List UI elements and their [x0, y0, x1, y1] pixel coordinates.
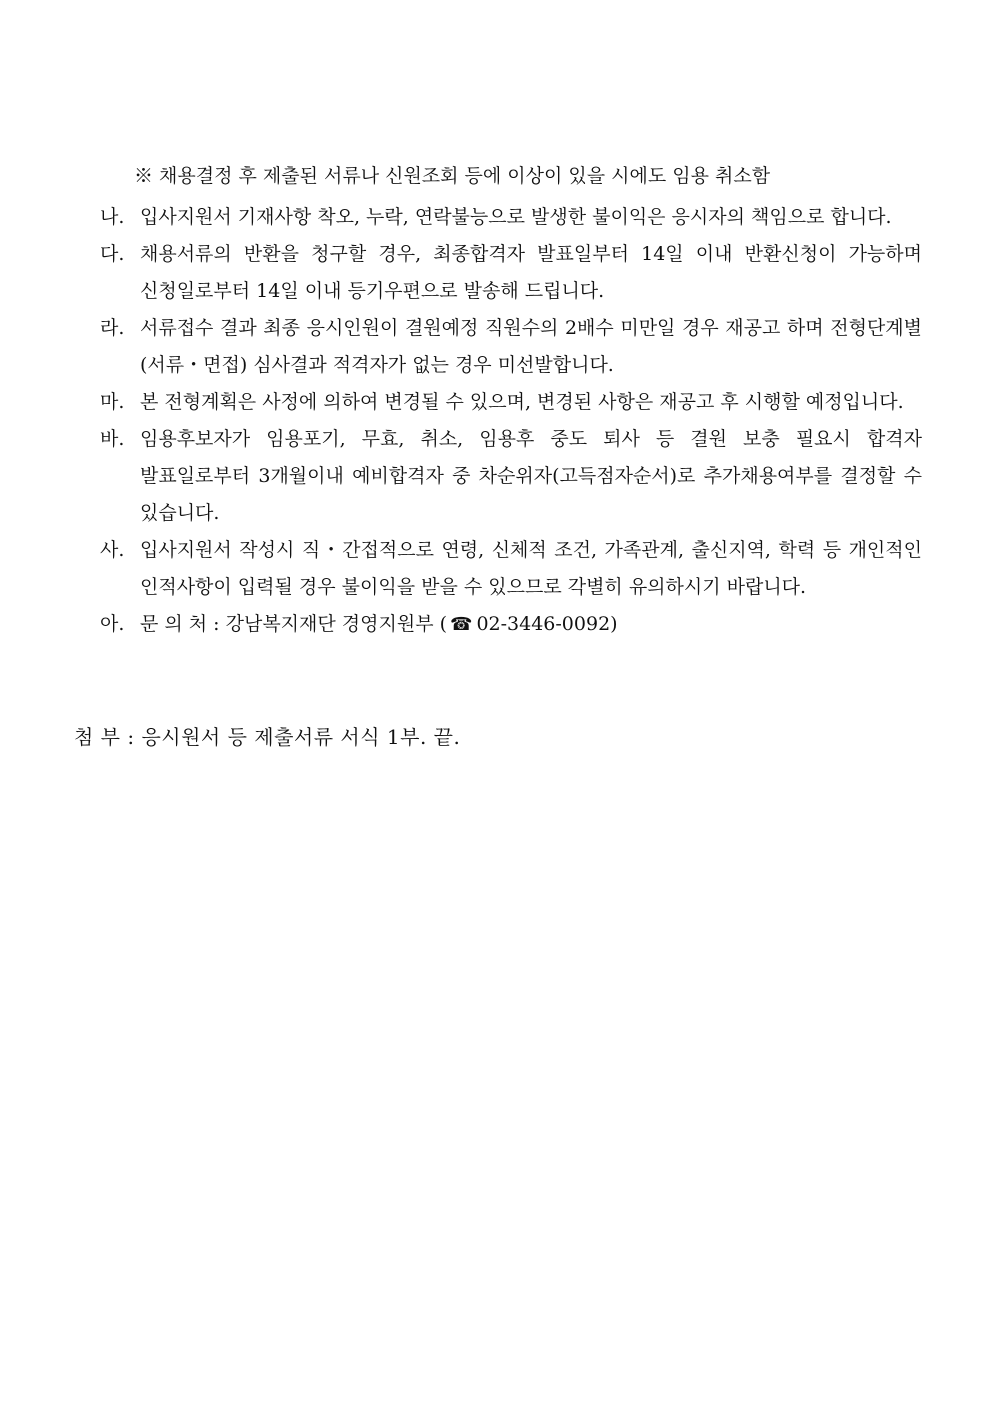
list-item [100, 199, 922, 236]
item-text: 입사지원서 기재사항 착오, 누락, 연락불능으로 발생한 불이익은 응시자의 책임으로 합니다. [140, 206, 892, 228]
list-item [100, 236, 922, 310]
attachment-line: 첨 부 : 응시원서 등 제출서류 서식 1부. 끝. [74, 725, 461, 749]
telephone-icon: ☎ [450, 614, 473, 635]
item-text: 입사지원서 작성시 직・간접적으로 연령, 신체적 조건, 가족관계, 출신지역, 학력 등 개인적인 인적사항이 입력될 경우 불이익을 받을 수 있으므로 각별히 유의하시기 바랍니다. [140, 539, 922, 598]
item-marker: 아. [100, 613, 125, 635]
item-marker: 라. [100, 317, 125, 339]
item-marker: 마. [100, 391, 125, 413]
notice-note: ※ 채용결정 후 제출된 서류나 신원조회 등에 이상이 있을 시에도 임용 취소함 [134, 165, 771, 187]
list-item [100, 384, 922, 421]
item-text: 서류접수 결과 최종 응시인원이 결원예정 직원수의 2배수 미만일 경우 재공고 하며 전형단계별 (서류・면접) 심사결과 적격자가 없는 경우 미선발합니다. [140, 317, 922, 376]
list-item [100, 421, 922, 532]
item-marker: 다. [100, 243, 125, 265]
contact-label: 문 의 처 : 강남복지재단 경영지원부 ( [140, 613, 448, 635]
list-item [100, 532, 922, 606]
item-text: 본 전형계획은 사정에 의하여 변경될 수 있으며, 변경된 사항은 재공고 후 시행할 예정입니다. [140, 391, 904, 413]
item-marker: 나. [100, 206, 125, 228]
contact-phone: 02-3446-0092) [476, 613, 618, 635]
contact-item [100, 606, 922, 643]
item-text: 임용후보자가 임용포기, 무효, 취소, 임용후 중도 퇴사 등 결원 보충 필요시 합격자 발표일로부터 3개월이내 예비합격자 중 차순위자(고득점자순서)로 추가채용여부를 결정할 수 있습니다. [140, 428, 922, 524]
list-item [100, 310, 922, 384]
item-text: 채용서류의 반환을 청구할 경우, 최종합격자 발표일부터 14일 이내 반환신청이 가능하며 신청일로부터 14일 이내 등기우편으로 발송해 드립니다. [140, 243, 922, 302]
item-marker: 바. [100, 428, 125, 450]
item-marker: 사. [100, 539, 125, 561]
item-list [100, 199, 922, 643]
